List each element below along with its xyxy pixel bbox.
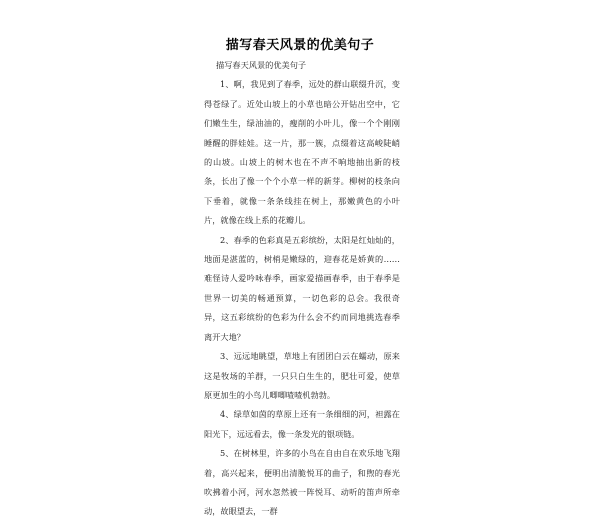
paragraph-5: 5、在树林里，许多的小鸟在自由自在欢乐地飞翔着，高兴起来，便明出清脆悦耳的曲子，和煦的春光吹拂着小河，河水忽然被一阵悦耳、动听的笛声所牵动，故眼望去，一群 xyxy=(204,448,400,517)
paragraph-1: 1、啊，我见到了春季，远处的群山联缀升沉，变得苍绿了。近处山坡上的小草也暗公开钻出空中，它们嫩生生，绿油油的，瘦削的小叶儿，像一个个刚刚睡醒的胖娃娃。这一片，那一簇，点缀着这高峻陡峭的山坡。山坡上的树木也在不声不响地抽出新的枝条，长出了像一个个小草一样的新芽。柳树的枝条向下垂着，就像一条条线挂在树上，那嫩黄色的小叶片，就像在线上系的花瓣儿。 xyxy=(204,79,400,226)
document-body xyxy=(204,56,400,522)
paragraph-3: 3、远远地眺望，草地上有团团白云在蠕动，原来这是牧场的羊群，一只只白生生的，肥壮可爱，使草原更加生的小鸟儿唧唧喳喳机勃勃。 xyxy=(204,351,400,400)
document-subtitle: 描写春天风景的优美句子 xyxy=(216,60,307,70)
document-title: 描写春天风景的优美句子 xyxy=(225,38,375,53)
paragraph-4: 4、绿草如茵的草原上还有一条细细的河，袒露在阳光下，远远看去，像一条发光的银项链。 xyxy=(204,409,400,439)
paragraph-2: 2、春季的色彩真是五彩缤纷，太阳是红灿灿的，地面是湛蓝的，树梢是嫩绿的，迎春花是娇黄的……难怪诗人爱吟咏春季，画家爱描画春季，由于春季是世界一切美的畅通预算，一切色彩的总会。我很奇异，这五彩缤纷的色彩为什么会不约而同地挑选春季离开大地？ xyxy=(204,234,400,342)
